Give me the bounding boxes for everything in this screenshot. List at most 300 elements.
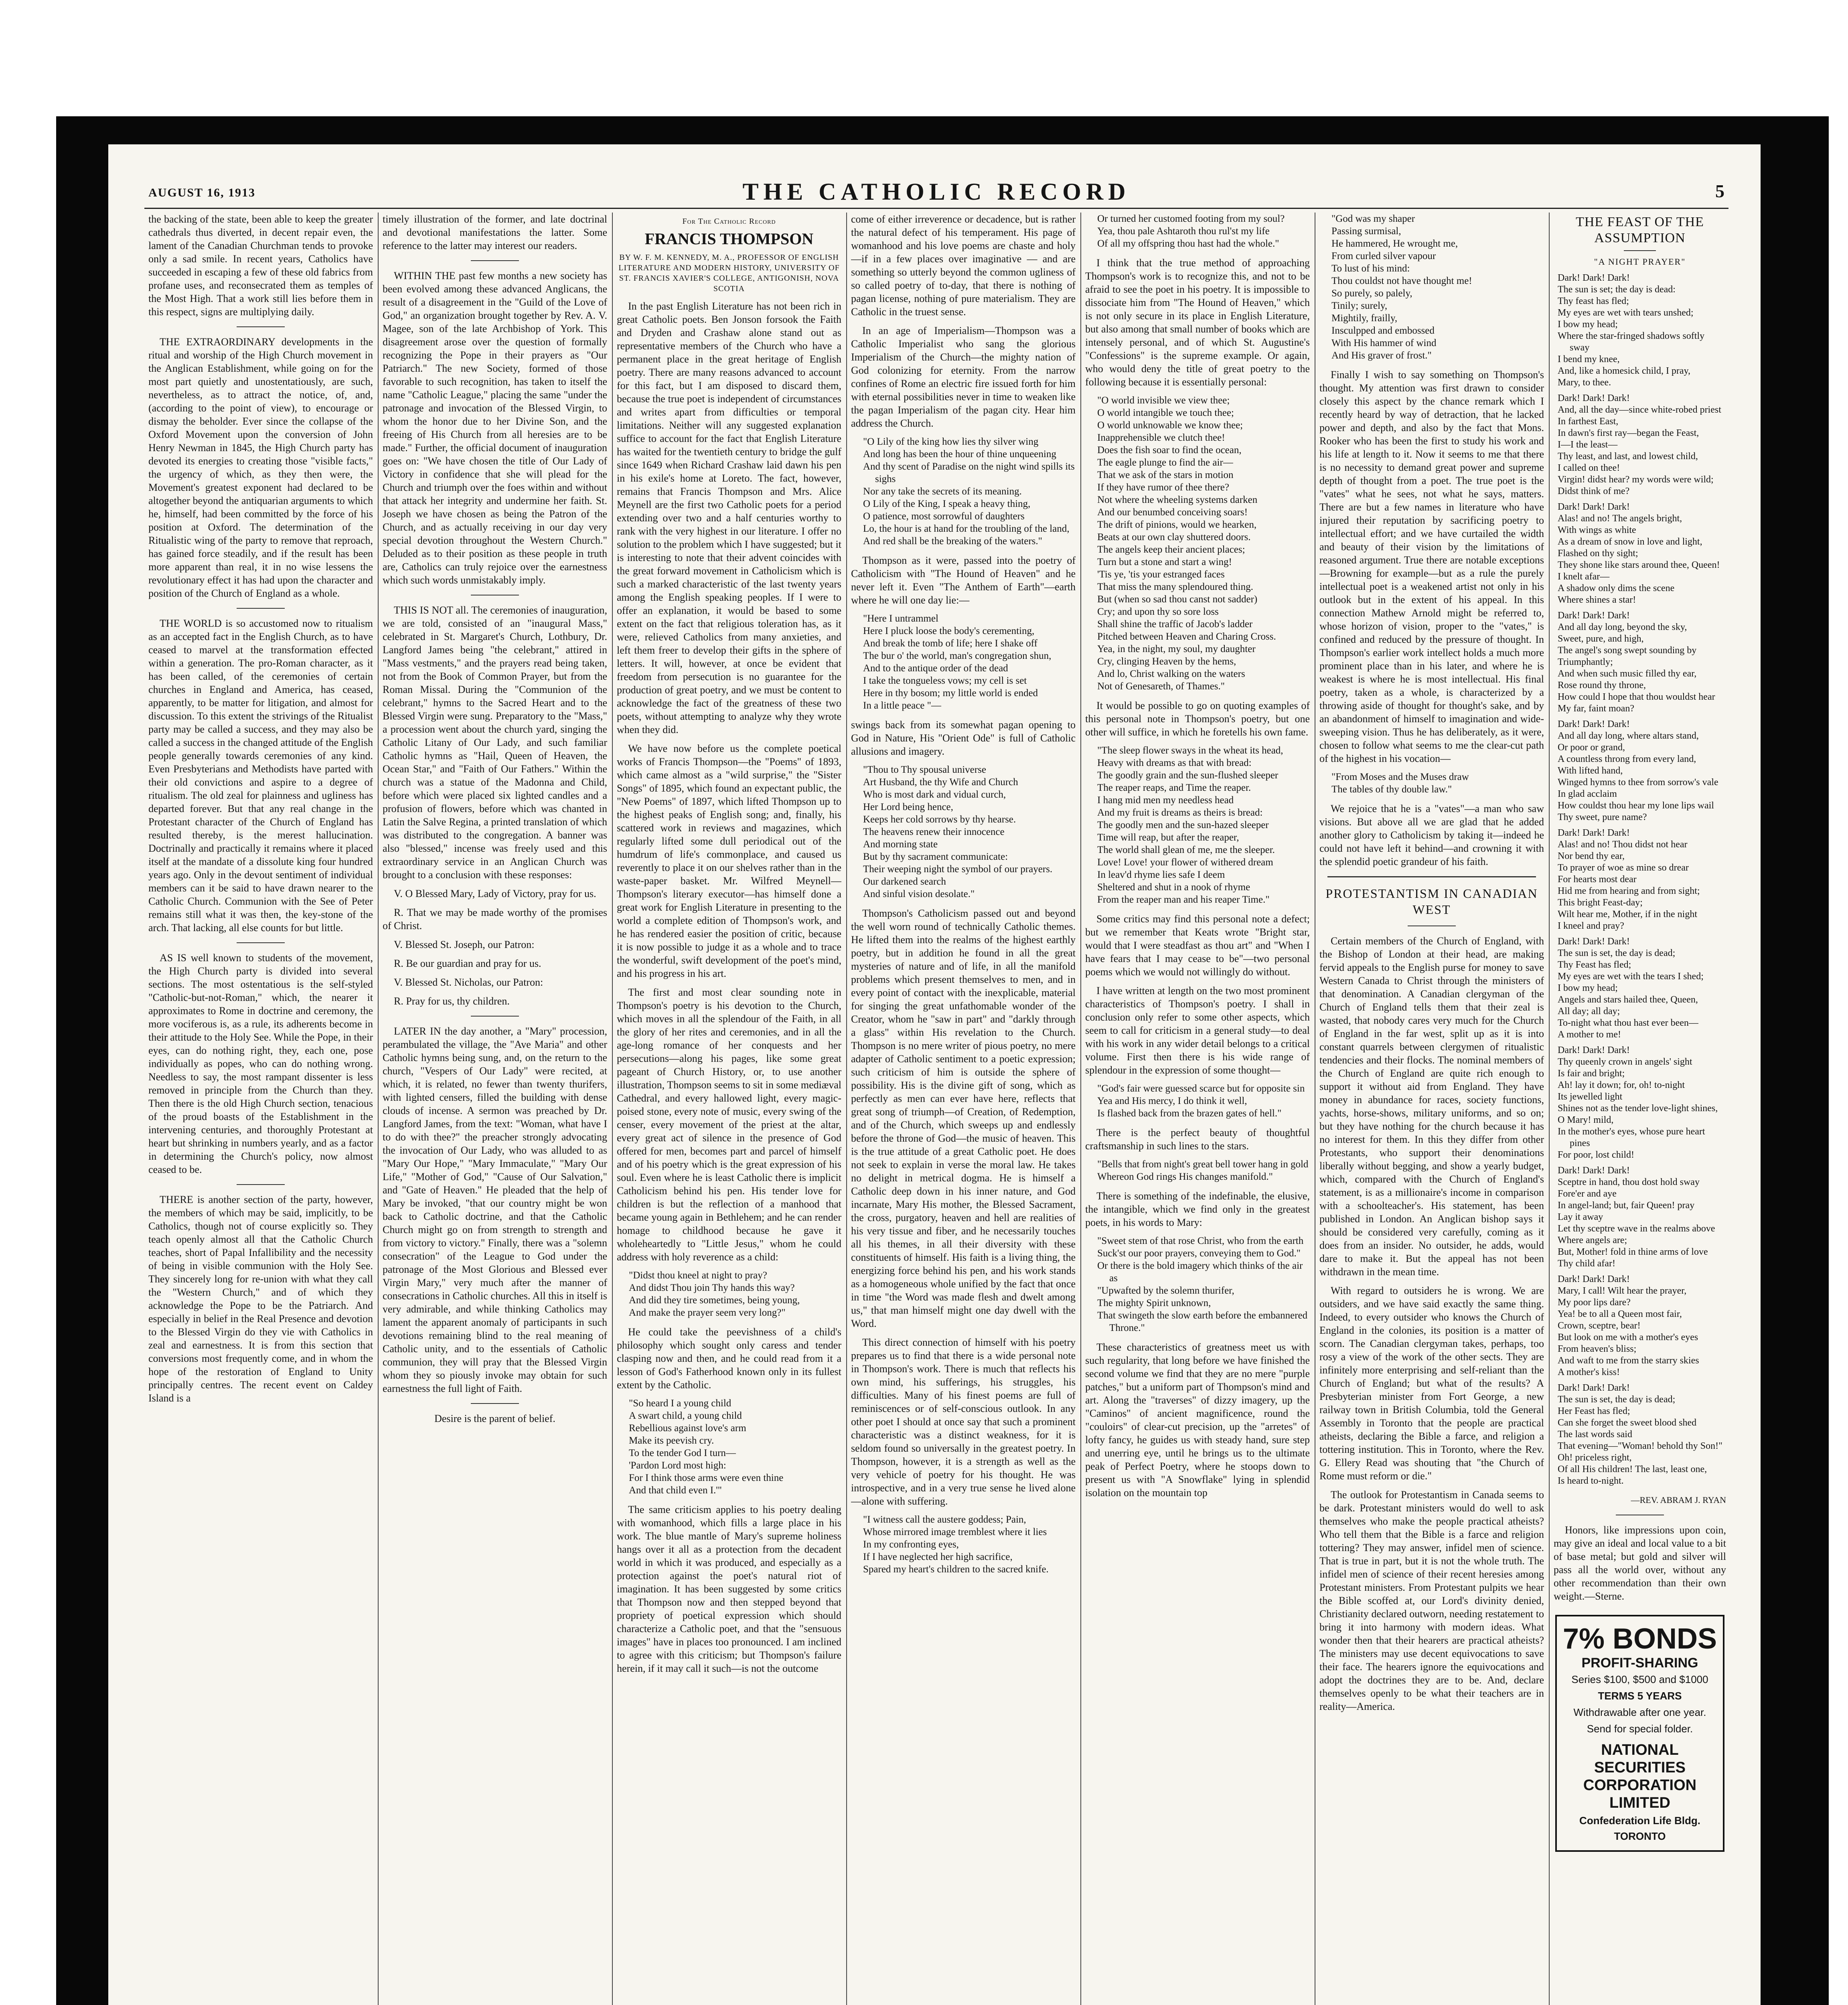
paragraph: Thompson as it were, passed into the poetry of Catholicism with "The Hound of Heaven" and he never left it. Even "The Anthem of Earth"—earth where he will one day lie:— (851, 555, 1076, 606)
column-3 (617, 213, 841, 2005)
verse-line: From the reaper man and his reaper Time." (1097, 894, 1270, 905)
verse-line: The mighty Spirit unknown, (1097, 1298, 1211, 1308)
verse-line: Turn but a stone and start a wing! (1097, 557, 1232, 567)
verse-line: "Thou to Thy spousal universe (863, 764, 986, 775)
paragraph: THE EXTRAORDINARY developments in the ritual and worship of the High Church movement in the Anglican Establishment, while going on for the most part quietly and unostentatiously, are such, nevertheless, as to attract the notice, of, and, (according to the point of view), to encourage or dismay the beholder. Ever since the collapse of the Oxford Movement upon the conversion of John Henry Newman in 1845, the High Church party has devoted its energies to creating those "visible facts," the urgency of which, as they then were, the Movement's greatest exponent had declared to be altogether beyond the antiquarian arguments to which he, himself, had been committed by the force of his position at Oxford. The determination of the Ritualistic wing of the party to remove that reproach, has gained force steadily, and if the result has been more apparent than real, it in no wise lessens the revolutionary effect it has had upon the character and position of the Church of England as a whole. (148, 336, 373, 599)
verse-line: I take the tongueless vows; my cell is set (863, 675, 1027, 686)
versicle: V. Blessed St. Nicholas, our Patron: (394, 976, 543, 988)
verse-line: Mary, I call! Wilt hear the prayer, (1558, 1286, 1687, 1296)
section-divider (1624, 250, 1656, 251)
verse-line: Winged hymns to thee from sorrow's vale (1558, 777, 1718, 788)
verse-line: That we ask of the stars in motion (1097, 470, 1234, 480)
response: R. Be our guardian and pray for us. (394, 958, 541, 969)
verse-line: Where angels are; (1558, 1235, 1627, 1246)
verse-line: From curled silver vapour (1331, 251, 1436, 261)
verse-line: In farthest East, (1558, 416, 1619, 427)
verse-line: Make its peevish cry. (629, 1435, 714, 1446)
paragraph: With regard to outsiders he is wrong. We are outsiders, and we have said exactly the same thing. Indeed, to every outsider who knows the Church of England in the colonies, its position is a matter of scorn. The Canadian clergyman takes, perhaps, too rosy a view of the work of the other sects. They are infinitely more enterprising and self-reliant than the Church of England; but what of the results? A Presbyterian minister from Fort George, a new railway town in British Columbia, told the General Assembly in Toronto that the people are practical atheists, declaring the Bible a farce, and religion a tottering institution. This in Toronto, where the Rev. G. Ellery Read was shouting that "the Church of Rome must reform or die." (1319, 1285, 1544, 1482)
verse-line: This bright Feast-day; (1558, 897, 1643, 908)
verse-line: "God's fair were guessed scarce but for opposite sin (1097, 1083, 1305, 1094)
verse-quote (863, 612, 1076, 712)
paragraph: The outlook for Protestantism in Canada seems to be dark. Protestant ministers would do well to ask themselves who make the people practical atheists? Who tell them that the Bible is a farce and religion tottering? They may answer, infidel men of science. That is true in part, but it is not the whole truth. The infidel men of science of their recent heresies among Protestant ministers. From Protestant pulpits we hear the Bible scoffed at, our Lord's divinity denied, Christianity declared outworn, needing restatement to bring it into harmony with modern ideas. What wonder then that their hearers are practical atheists? The ministers may use decent equivocations to save their face. The hearers ignore the equivocations and adopt the doctrines they are to be. And, declare themselves openly to be what their teachers are in reality—America. (1319, 1489, 1544, 1712)
verse-line: Crown, sceptre, bear! (1558, 1320, 1641, 1331)
section-divider (237, 942, 285, 943)
verse-line: O patience, most sorrowful of daughters (863, 511, 1025, 522)
verse-line: The angels keep their ancient places; (1097, 544, 1245, 555)
verse-line: Angels and stars hailed thee, Queen, (1558, 994, 1698, 1005)
paragraph: WITHIN THE past few months a new society has been evolved among these advanced Anglicans, the result of a disagreement in the "Guild of the Love of God," an organization brought together by Rev. A. V. Magee, son of the late Archbishop of York. This disagreement arose over the question of formally recognizing the Pope in their prayers as "Our Patriarch." The new Society, formed of those favorable to such recognition, has taken to itself the name "Catholic League," placing the same "under the patronage and invocation of the Blessed Virgin, to whom the honor due to her Divine Son, and the freeing of His Church from all heresies are to be made." Further, the official document of inauguration goes on: "We have chosen the title of Our Lady of Victory in confidence that she will plead for the Church and triumph over the foes within and without that attack her integrity and undermine her faith. St. Joseph we have chosen as being the Patron of the Church, and as actually receiving in our day very special devotion throughout the Western Church." Deluded as to their position as these people in truth are, Catholics can truly rejoice over the earnestness which such words unmistakably imply. (383, 270, 607, 586)
verse-line: Whose mirrored image tremblest where it lies (863, 1527, 1047, 1537)
verse-line: Dark! Dark! Dark! (1558, 936, 1630, 947)
verse-line: The goodly grain and the sun-flushed sleeper (1097, 770, 1279, 781)
verse-line: Ah! lay it down; for, oh! to-night (1558, 1080, 1685, 1090)
verse-line: Didst think of me? (1558, 486, 1630, 496)
verse-line: Shines not as the tender love-light shines, (1558, 1103, 1718, 1114)
verse-line: Wilt hear me, Mother, if in the night (1558, 909, 1697, 919)
paragraph: AS IS well known to students of the movement, the High Church party is divided into several sections. The most ostentatious is the self-styled "Catholic-but-not-Roman," which, the nearer it approximates to Rome in doctrine and ceremony, the more vociferous is, as a rule, its adherents become in their attitude to the Holy See. While the Pope, in their eyes, can do nothing right, they, each one, pose individually as popes, who can do nothing wrong. Needless to say, the most rampant dissenter is less removed in principle from the Church than they. Then there is the old High Church section, tenacious of the proud boasts of the Establishment in the intervening centuries, and thoroughly Protestant at heart but shrinking in numbers yearly, and as a factor in determining the Church's policy, now almost ceased to be. (148, 952, 373, 1175)
paragraph: It would be possible to go on quoting examples of this personal note in Thompson's poetry, but one other will suffice, in which he foretells his own fame. (1085, 700, 1310, 738)
paragraph: We rejoice that he is a "vates"—a man who saw visions. But above all we are glad that he added another glory to Catholicism by taking it—indeed he could not have left it behind—and crowning it with the splendid poetic grandeur of his faith. (1319, 803, 1544, 867)
verse-line: Or there is the bold imagery which thinks of the air as (1097, 1260, 1303, 1284)
paragraph: Some critics may find this personal note a defect; but we remember that Keats wrote "Bright star, would that I were steadfast as thou art" and "When I have fears that I may cease to be"—two personal poems which we would not willingly do without. (1085, 913, 1310, 978)
paragraph: timely illustration of the former, and late doctrinal and devotional manifestations the latter. Some reference to the latter may interest our readers. (383, 213, 607, 251)
verse-line: In my confronting eyes, (863, 1539, 959, 1550)
verse-line: And our benumbed conceiving soars! (1097, 507, 1248, 518)
verse-line: Nor bend thy ear, (1558, 851, 1625, 861)
versicle: V. Blessed St. Joseph, our Patron: (394, 939, 535, 950)
verse-line: Rose round thy throne, (1558, 680, 1646, 691)
verse-line: Shall shine the traffic of Jacob's ladder (1097, 619, 1253, 630)
verse-line: Thy queenly crown in angels' sight (1558, 1057, 1692, 1067)
verse-line: And all day long, beyond the sky, (1558, 622, 1687, 632)
verse-line: I kneel and pray? (1558, 921, 1624, 931)
poem-body (1558, 272, 1726, 1487)
section-divider (237, 326, 285, 327)
verse-line: The eagle plunge to find the air— (1097, 457, 1233, 468)
masthead-rule (144, 208, 1728, 209)
verse-quote (1331, 771, 1544, 796)
verse-line: The angel's song swept sounding by (1558, 645, 1697, 656)
verse-line: I called on thee! (1558, 463, 1620, 473)
paragraph: The same criticism applies to his poetry dealing with womanhood, which fills a large place in his work. The blue mantle of Mary's supreme holiness hangs over it all as a protection from the decadent world in which it was produced, and especially as a protection against the poet's natural riot of imagination. It has been suggested by some critics that Thompson now and then stepped beyond that propriety of poetical expression which should characterize a Catholic poet, and that the "sensuous images" have in places too pronounced. I am inclined to agree with this criticism; but Thompson's failure herein, if it may call it such—is not the outcome (617, 1504, 841, 1674)
verse-line: "God was my shaper (1331, 213, 1415, 224)
verse-line: Dark! Dark! Dark! (1558, 1045, 1630, 1055)
verse-quote (863, 1513, 1076, 1576)
verse-line: And sinful vision desolate." (863, 889, 975, 899)
verse-line: Of all my offspring thou hast had the whole." (1097, 238, 1279, 249)
verse-line: O world intangible we touch thee; (1097, 407, 1234, 418)
verse-line: And my fruit is dreams as theirs is bread: (1097, 807, 1263, 818)
verse-line: A mother to me! (1558, 1029, 1621, 1040)
verse-line: Dark! Dark! Dark! (1558, 828, 1630, 838)
article-byline: BY W. F. M. KENNEDY, M. A., PROFESSOR OF ENGLISH LITERATURE AND MODERN HISTORY, UNIVERSITY OF ST. FRANCIS XAVIER'S COLLEGE, ANTIGONISH, NOVA SCOTIA (618, 253, 840, 293)
section-divider (471, 1016, 519, 1017)
bond-advertisement (1555, 1615, 1724, 1852)
paragraph: THIS IS NOT all. The ceremonies of inauguration, we are told, consisted of an "inaugural Mass," celebrated in St. Margaret's Church, Lothbury, Dr. Langford James being "the celebrant," attired in "Mass vestments," and the prayers read being taken, not from the Book of Common Prayer, but from the Roman Missal. During the "Communion of the celebrant," hymns to the Sacred Heart and to the Blessed Virgin were sung. Preparatory to the "Mass," a procession went about the church yard, singing the Catholic Litany of Our Lady, and such familiar Catholic hymns as "Hail, Queen of Heaven, the Ocean Star," and "Faith of Our Fathers." Within the church was a statue of the Madonna and Child, before which were placed six lighted candles and a profusion of flowers, before which was chanted in Latin the Salve Regina, a printed translation of which was distributed to the congregation. A banner was also "blessed," incense was freely used and this extraordinary service in an Anglican Church was brought to a conclusion with these responses: (383, 604, 607, 881)
column-7 (1554, 213, 1726, 2005)
verse-line: Lay it away (1558, 1212, 1603, 1222)
section-divider (471, 1403, 519, 1404)
verse-line: Here in thy bosom; my little world is ended (863, 688, 1038, 699)
verse-quote (1097, 744, 1310, 906)
verse-line: Alas! and no! Thou didst not hear (1558, 839, 1688, 850)
verse-line: Suck'st our poor prayers, conveying them to God." (1097, 1248, 1301, 1259)
verse-line: How could I hope that thou wouldst hear (1558, 692, 1715, 702)
column-6 (1319, 213, 1544, 2005)
verse-line: But by thy sacrament communicate: (863, 851, 1008, 862)
verse-line: In glad acclaim (1558, 789, 1617, 799)
verse-line: That evening—"Woman! behold thy Son!" (1558, 1441, 1722, 1451)
verse-line: The sun is set; the day is dead: (1558, 284, 1676, 295)
article-title: PROTESTANTISM IN CANADIAN WEST (1325, 886, 1538, 917)
paragraph: Certain members of the Church of England, with the Bishop of London at their head, are making fervid appeals to the English purse for money to save Western Canada to Christ through the ministers of that denomination. A Canadian clergyman of the Church of England tells them that their zeal is wasted, that nobody cares very much for the Church of England in the far west, split up as it is into constant quarrels between clergymen of ritualistic tendencies and their flocks. The nominal members of the Church of England are quite rich enough to support it without aid from England. They have money in abundance for races, society functions, yachts, horse-shows, military uniforms, and so on; but they have nothing for the church because it has no interest for them. In this they differ from other Protestants, who support their denominations liberally without begging, and show a yearly budget, which, compared with the Church of England's statement, is as a millionaire's income in comparison with a schoolteacher's. His statement, has been published in London. An Anglican bishop says it should be considered very carefully, coming as it does from an insider. No outsider, he adds, would dare to make it. But the appeal has not been withdrawn in the mean time. (1319, 935, 1544, 1278)
verse-quote (1097, 1158, 1310, 1183)
poem-subtitle: "A NIGHT PRAYER" (1594, 257, 1686, 267)
verse-line: They shone like stars around thee, Queen! (1558, 560, 1720, 570)
verse-line: Oh! priceless right, (1558, 1452, 1632, 1463)
verse-line: Dark! Dark! Dark! (1558, 1165, 1630, 1176)
verse-line: Thy child afar! (1558, 1258, 1615, 1269)
verse-line: For I think those arms were even thine (629, 1472, 784, 1483)
verse-line: I hang mid men my needless head (1097, 795, 1234, 806)
verse-line: Yea, thou pale Ashtaroth thou rul'st my life (1097, 226, 1270, 237)
paragraph: These characteristics of greatness meet us with such regularity, that long before we have finished the second volume we find that they are no mere "purple patches," but a uniform part of Thompson's mind and art. Along the "traverses" of dizzy imagery, up the "Caminos" of ancient magnificence, round the "couloirs" of clear-cut precision, up the "arretes" of lofty fancy, he guides us with steady hand, sure step and unerring eye, until he brings us to the ultimate peak of Perfect Poetry, where he stoops down to present us with "A Snowflake" lying in splendid isolation on the mountain top (1085, 1341, 1310, 1499)
verse-line: The goodly men and the sun-hazed sleeper (1097, 820, 1269, 830)
verse-line: Where the star-fringed shadows softly sway (1558, 331, 1705, 353)
verse-line: My poor lips dare? (1558, 1297, 1631, 1308)
verse-line: Dark! Dark! Dark! (1558, 719, 1630, 729)
verse-line: And that child even I.'" (629, 1485, 722, 1496)
verse-line: The sun is set, the day is dead; (1558, 1394, 1676, 1405)
verse-line: Their weeping night the symbol of our prayers. (863, 864, 1053, 875)
verse-line: Thy feast has fled; (1558, 296, 1629, 306)
verse-quote (1097, 213, 1310, 250)
verse-line: A countless throng from every land, (1558, 754, 1696, 764)
verse-line: Inapprehensible we clutch thee! (1097, 432, 1225, 443)
verse-line: And red shall be the breaking of the waters." (863, 536, 1042, 547)
verse-line: "From Moses and the Muses draw (1331, 772, 1469, 782)
verse-line: From heaven's bliss; (1558, 1344, 1637, 1354)
verse-line: I knelt afar— (1558, 571, 1610, 582)
verse-line: Cry, clinging Heaven by the hems, (1097, 656, 1236, 667)
verse-line: In dawn's first ray—began the Feast, (1558, 428, 1699, 438)
verse-line: As a dream of snow in love and light, (1558, 537, 1702, 547)
verse-quote (629, 1397, 841, 1497)
verse-line: Insculpped and embossed (1331, 325, 1435, 336)
ad-city: TORONTO (1614, 1830, 1666, 1842)
verse-line: Fore'er and aye (1558, 1189, 1617, 1199)
verse-line: And make the prayer seem very long?" (629, 1307, 786, 1318)
verse-line: With wings as white (1558, 525, 1636, 535)
verse-line: Thy sweet, pure name? (1558, 812, 1647, 822)
verse-line: Love! Love! your flower of withered dream (1097, 857, 1273, 868)
section-divider (237, 1184, 285, 1185)
verse-line: "The sleep flower sways in the wheat its head, (1097, 745, 1283, 756)
verse-line: "Upwafted by the solemn thurifer, (1097, 1285, 1234, 1296)
verse-line: "Sweet stem of that rose Christ, who from the earth (1097, 1235, 1304, 1246)
paragraph: This direct connection of himself with his poetry prepares us to find that there is a wide personal note in Thompson's work. There is much that reflects his own mind, his sufferings, his struggles, his difficulties. Many of his finest poems are full of reminiscences or of self-conscious outlook. In any other poet I should at once say that such a prominent characteristic was a distinct weakness, for it is seldom found so universally in the greatest poetry. In Thompson, however, it is a strength as well as the very vehicle of poetry for his thought. He was introspective, and in a very true sense he lived alone—alone with suffering. (851, 1337, 1076, 1507)
verse-line: Nor any take the secrets of its meaning. (863, 486, 1022, 497)
verse-line: "Didst thou kneel at night to pray? (629, 1270, 767, 1281)
paragraph: LATER IN the day another, a "Mary" procession, perambulated the village, the "Ave Maria" and other Catholic hymns being sung, and, on the return to the church, "Vespers of Our Lady" were recited, at which, it is related, no fewer than twenty thurifers, with lighted censers, filled the building with dense clouds of incense. A sermon was preached by Dr. Langford James, from the text: "Woman, what have I to do with thee?" the preacher strongly advocating the invocation of Our Lady, who was alluded to as "Mary Our Hope," "Mary Immaculate," "Mary Our Life," "Mother of God," "Cause of Our Salvation," and "Gate of Heaven." He pleaded that the help of Mary be invoked, "that our country might be won back to Catholic doctrine, and that the Catholic Church might go on from strength to strength and from victory to victory." Finally, there was a "solemn consecration" of the League to God under the patronage of the Most Glorious and Blessed ever Virgin Mary," very much after the manner of consecrations in Catholic churches. All this in itself is very admirable, and while thinking Catholics may lament the apparent anomaly of participants in such devotions remaining blind to the real meaning of Catholic unity, and to the essentials of Catholic communion, they will pray that the Blessed Virgin whom they so piously invoke may obtain for such earnestness the full light of Faith. (383, 1025, 607, 1394)
ad-building: Confederation Life Bldg. (1579, 1815, 1700, 1827)
section-divider (237, 608, 285, 609)
verse-line: Is fair and bright; (1558, 1068, 1625, 1079)
paragraph: There is the perfect beauty of thoughtful craftsmanship in such lines to the stars. (1085, 1127, 1310, 1152)
verse-line: If I have neglected her high sacrifice, (863, 1551, 1013, 1562)
closing-maxim: Desire is the parent of belief. (434, 1413, 555, 1424)
verse-line: All day; all day; (1558, 1006, 1620, 1017)
verse-line: The drift of pinions, would we hearken, (1097, 519, 1257, 530)
verse-line: My far, faint moan? (1558, 703, 1634, 714)
verse-line: The heavens renew their innocence (863, 826, 1005, 837)
verse-quote (1097, 1235, 1310, 1334)
issue-date: AUGUST 16, 1913 (148, 186, 255, 199)
paragraph: the backing of the state, been able to keep the greater cathedrals thus diverted, in decent repair even, the lament of the Canadian Churchman tends to provoke only a sad smile. In recent years, Catholics have succeeded in escaping a few of these old fabrics from profane uses, and reconsecrated them as temples of the Most High. That a work still lies before them in this respect, signs are multiplying daily. (148, 213, 373, 318)
verse-line: And break the tomb of life; here I shake off (863, 638, 1037, 649)
verse-line: That swingeth the slow earth before the embannered Throne." (1097, 1310, 1308, 1333)
verse-line: 'Tis ye, 'tis your estranged faces (1097, 569, 1225, 580)
article-kicker: For The Catholic Record (682, 217, 776, 226)
verse-line: My eyes are wet with tears unshed; (1558, 308, 1694, 318)
verse-line: Thy least, and last, and lowest child, (1558, 451, 1698, 462)
verse-line: Her Feast has fled; (1558, 1406, 1630, 1416)
verse-quote (863, 764, 1076, 900)
verse-line: But (when so sad thou canst not sadder) (1097, 594, 1258, 605)
verse-line: A swart child, a young child (629, 1410, 742, 1421)
verse-line: Is heard to-night. (1558, 1476, 1624, 1486)
verse-line: In the mother's eyes, whose pure heart pines (1558, 1126, 1705, 1148)
verse-line: Her Lord being hence, (863, 802, 953, 812)
newspaper-title: THE CATHOLIC RECORD (742, 178, 1131, 205)
article-title: FRANCIS THOMPSON (644, 230, 814, 248)
verse-line: And when such music filled thy ear, (1558, 668, 1697, 679)
poem-title: THE FEAST OF THE ASSUMPTION (1576, 215, 1704, 245)
verse-line: Our darkened search (863, 876, 946, 887)
paragraph: I think that the true method of approaching Thompson's work is to recognize this, and not to be afraid to see the poet in his poetry. It is impossible to dissociate him from "The Hound of Heaven," which is not only secure in its place in English Literature, but also among that small number of books which are intensely personal, and of which St. Augustine's "Confessions" is the supreme example. Or again, who would deny the title of great poetry to the following because it is essentially personal: (1085, 257, 1310, 388)
verse-line: Passing surmisal, (1331, 226, 1401, 237)
verse-line: And all day long, where altars stand, (1558, 731, 1699, 741)
verse-line: Alas! and no! The angels bright, (1558, 513, 1682, 524)
ad-withdraw: Withdrawable after one year. (1573, 1706, 1706, 1718)
section-divider (471, 260, 519, 261)
verse-line: Dark! Dark! Dark! (1558, 610, 1630, 621)
verse-line: Is flashed back from the brazen gates of hell." (1097, 1108, 1282, 1119)
verse-line: Not where the wheeling systems darken (1097, 494, 1258, 505)
ad-send: Send for special folder. (1587, 1723, 1693, 1735)
verse-line: For hearts most dear (1558, 874, 1637, 885)
verse-line: Or turned her customed footing from my soul? (1097, 213, 1285, 224)
verse-line: And, all the day—since white-robed priest (1558, 405, 1721, 415)
verse-line: I bow my head; (1558, 319, 1618, 330)
newspaper-page (108, 144, 1761, 2005)
paragraph: I have written at length on the two most prominent characteristics of Thompson's poetry. I shall in conclusion only refer to some other aspects, which seem to call for criticism in a general study—to deal with his work in any wider detail belongs to a critical volume. First then there is his wide range of splendour in the expression of some thought— (1085, 985, 1310, 1076)
verse-line: And lo, Christ walking on the waters (1097, 668, 1245, 679)
verse-line: And to the antique order of the dead (863, 663, 1008, 674)
verse-line: Thy Feast has fled; (1558, 960, 1631, 970)
paragraph: Thompson's Catholicism passed out and beyond the well worn round of technically Catholic themes. He lifted them into the realms of the highest earthly poetry, but in addition he found in all the great mysteries of nature and of life, in all the manifold problems which present themselves to men, and in every point of contact with the inexplicable, material for singing the great unfathomable wonder of the Creator, whom he "saw in part" and "darkly through a glass" within His revelation to the Church. Thompson is no mere writer of pious poetry, no mere adapter of Catholic sentiment to a poetic expression; such criticism of him is outside the sphere of possibility. His is the divine gift of song, which as perfectly as men can ever have here, reflects that great song of triumph—of Creation, of Redemption, and of the Church, which sweeps up and endlessly before the throne of God—the music of heaven. This is the true attitude of a great Catholic poet. He does not seek to explain in verse the moral law. He takes no delight in metrical dogma. He is himself a Catholic deep down in his inner nature, and God incarnate, Mary His mother, the Blessed Sacrament, the cross, purgatory, heaven and hell are realities of his very tissue and fiber, and he necessarily touches all his themes, in all their diversity with these constituents of himself. His faith is a living thing, the energizing force behind his pen, and his work stands as a homogeneous whole unified by the fact that once in time "the Word was made flesh and dwelt among us," that man himself might one day dwell with the Word. (851, 907, 1076, 1329)
ad-series: Series $100, $500 and $1000 (1571, 1673, 1708, 1685)
paragraph: Honors, like impressions upon coin, may give an ideal and local value to a bit of base metal; but gold and silver will pass all the world over, without any other recommendation than their own weight.—Sterne. (1554, 1524, 1726, 1602)
verse-line: The reaper reaps, and Time the reaper. (1097, 782, 1251, 793)
ad-headline: 7% BONDS (1562, 1623, 1717, 1655)
verse-line: Let thy sceptre wave in the realms above (1558, 1223, 1715, 1234)
column-rule (1080, 213, 1081, 2005)
ad-subheadline: PROFIT-SHARING (1581, 1655, 1698, 1671)
verse-line: To prayer of woe as mine so drear (1558, 863, 1689, 873)
verse-line: Hid me from hearing and from sight; (1558, 886, 1700, 896)
verse-line: Beats at our own clay shuttered doors. (1097, 532, 1251, 543)
verse-line: A mother's kiss! (1558, 1367, 1620, 1377)
verse-line: "Bells that from night's great bell tower hang in gold (1097, 1159, 1309, 1170)
verse-line: Virgin! didst hear? my words were wild; (1558, 474, 1714, 485)
verse-line: "O Lily of the king how lies thy silver wing (863, 436, 1039, 447)
verse-line: The sun is set, the day is dead; (1558, 948, 1676, 958)
column-rule (846, 213, 847, 2005)
column-5 (1085, 213, 1310, 2005)
verse-line: I bow my head; (1558, 983, 1618, 993)
column-rule (612, 213, 613, 2005)
ad-terms: TERMS 5 YEARS (1598, 1690, 1682, 1702)
masthead (148, 180, 1724, 205)
verse-line: Does the fish soar to find the ocean, (1097, 445, 1242, 456)
verse-line: Keeps her cold sorrows by thy hearse. (863, 814, 1016, 825)
column-2 (383, 213, 607, 2005)
paragraph: THE WORLD is so accustomed now to ritualism as an accepted fact in the English Church, as to have ceased to marvel at the transformation effected within a generation. The pro-Roman character, as it has been called, of the ceremonies of certain churches in England and America, has ceased, apparently, to be matter for litigation, and almost for discussion. To this extent the strivings of the Ritualist party may be called a success, and they may also be called a success in the changed attitude of the English people generally towards ceremonies of any kind. Even Presbyterians and Methodists have parted with their old convictions and aspire to a degree of ritualism. The old zeal for plainness and ugliness has departed forever. But that any real change in the Protestant character of the Church of England has resulted thereby, is the merest hallucination. Doctrinally and practically it remains where it placed itself at the mandate of a dissolute king four hundred years ago. Only in the devout sentiment of individual members can it be said to have drawn nearer to the Catholic Church. Communion with the See of Peter remains still what it was then, the key-stone of the arch. That lacking, all else counts for but little. (148, 618, 373, 934)
verse-line: And long has been the hour of thine unqueening (863, 449, 1056, 460)
verse-line: Time will reap, but after the reaper, (1097, 832, 1239, 843)
verse-line: Thou couldst not have thought me! (1331, 275, 1472, 286)
verse-line: Dark! Dark! Dark! (1558, 1274, 1630, 1284)
verse-line: Flashed on thy sight; (1558, 548, 1638, 559)
verse-quote (1097, 1082, 1310, 1120)
verse-line: But look on me with a mother's eyes (1558, 1332, 1698, 1343)
verse-line: Triumphantly; (1558, 657, 1613, 667)
paragraph: Finally I wish to say something on Thompson's thought. My attention was first drawn to consider closely this aspect by the chance remark which I recently heard by way of detraction, that he lacked power and depth, and also by the fact that Mons. Rooker who has been the first to study his work and his life at length to it. Now it seems to me that there is no necessity to demand great power and supreme depth of thought from a poet. The true poet is the "vates" what he sees, not what he says, matters. There are but a few names in literature who have injured their reputation by sacrificing poetry to intellectual effort; and we have curtailed the width and beauty of their vision by the limitations of reasoned argument. True there are notable exceptions—Browning for example—but as a rule the purely intellectual poet is a weakened artist not only in his outlook but in the extent of his appeal. In this connection Mathew Arnold might be referred to, whose horizon of vision, proper to the "vates," is confined and reduced by the pressure of thought. In Thompson's earlier work intellect holds a much more prominent place than in his later, and where he is weakest is where he is most intellectual. His final poetry, taken as a whole, is characterized by a throwing aside of thought for thought's sake, and by an abandonment of himself to imagination and wide-sweeping vision. Thus he has deliberately, as it were, chosen to follow what seems to me the clear-cut path of the highest in his vocation— (1319, 369, 1544, 764)
verse-line: Can she forget the sweet blood shed (1558, 1418, 1697, 1428)
verse-line: Mary, to thee. (1558, 377, 1611, 388)
verse-line: Sweet, pure, and high, (1558, 634, 1644, 644)
paragraph: We have now before us the complete poetical works of Francis Thompson—the "Poems" of 1893, which came almost as a "wild surprise," the "Sister Songs" of 1895, which found an expectant public, the "New Poems" of 1897, which lifted Thompson up to the highest peaks of English song; and, finally, his scattered work in reviews and magazines, which regularly lifted some dull periodical out of the humdrum of life's commonplace, and caused us reverently to place it on our shelves rather than in the waste-paper basket. Mr. Wilfred Meynell—Thompson's literary executor—has himself done a great work for English Literature in presenting to the world a complete edition of Thompson's work, and he has rendered easier the position of critic, because it is now possible to judge it as a whole and to trace the wonderful, swift development of the poet's mind, and his progress in his art. (617, 743, 841, 979)
verse-line: Dark! Dark! Dark! (1558, 273, 1630, 283)
verse-line: The bur o' the world, man's congregation shun, (863, 650, 1052, 661)
verse-line: For poor, lost child! (1558, 1150, 1635, 1160)
verse-line: Cry; and upon thy so sore loss (1097, 606, 1219, 617)
verse-line: With lifted hand, (1558, 766, 1623, 776)
verse-line: Sheltered and shut in a nook of rhyme (1097, 882, 1250, 893)
verse-line: In a little peace "— (863, 700, 941, 711)
paragraph: In an age of Imperialism—Thompson was a Catholic Imperialist who sang the glorious Imperialism of the Church—the mighty nation of God colonizing for eternity. From the narrow confines of Rome an electric fire issued forth for him with eternal possibilities never in time to weaken like the pagan Imperialism of the pagan city. Hear him address the Church. (851, 325, 1076, 429)
verse-quote (863, 435, 1076, 547)
verse-line: To lust of his mind: (1331, 263, 1410, 274)
verse-line: Art Husband, the thy Wife and Church (863, 777, 1018, 788)
verse-line: Dark! Dark! Dark! (1558, 393, 1630, 403)
verse-line: So purely, so palely, (1331, 288, 1412, 299)
paragraph: THERE is another section of the party, however, the members of which may be said, implicitly, to be Catholics, though not of course explicitly so. They teach openly almost all that the Catholic Church teaches, short of Papal Infallibility and the necessity of being in visible communion with the Holy See. They sincerely long for re-union with what they call the "Western Church," and of which they acknowledge the Pope to be the Patriarch. And especially in belief in the Real Presence and devotion to the Blessed Virgin do they vie with Catholics in zeal and earnestness. It is from this section that conversions most frequently come, and in whom the hope of the restoration of England to Unity principally centres. The recent event on Caldey Island is a (148, 1194, 373, 1404)
verse-line: And waft to me from the starry skies (1558, 1355, 1699, 1366)
response: R. That we may be made worthy of the promises of Christ. (383, 907, 607, 932)
verse-line: Where shines a star! (1558, 595, 1636, 605)
ad-company: NATIONAL SECURITIES CORPORATION LIMITED (1583, 1742, 1697, 1811)
paragraph: In the past English Literature has not been rich in great Catholic poets. Ben Jonson forsook the Faith and Dryden and Crashaw alone stand out as representative members of the Church who have a permanent place in the great heritage of English poetry. There are many reasons advanced to account for this fact, but I am disposed to discard them, because the true poet is independent of circumstances and writes apart from difficulties or temporal limitations. Neither will any suggested explanation suffice to account for the fact that English Literature has waited for the twentieth century to bridge the gulf since 1649 when Richard Crashaw laid dawn his pen in his exile's home at Loreto. The fact, however, remains that Francis Thompson and Mrs. Alice Meynell are the first two Catholic poets for a period extending over two and a half centuries worthy to rank with the very highest in our literature. I offer no solution to the problem which I have suggested; but it is interesting to note that their advent coincides with the great forward movement in Catholicism which is such a marked characteristic of the last twenty years among the English speaking peoples. If I were to offer an explanation, it would be based to some extent on the fact that religious toleration has, as it were, relieved Catholics from many anxieties, and left them freer to develop their gifts in the sphere of letters. It will, however, at once be evident that freedom from persecution is no guarantee for the production of great poetry, and we must be content to acknowledge the fact of the greatness of these two poets, without attempting to analyze why they wrote when they did. (617, 300, 841, 735)
verse-line: Yea, in the night, my soul, my daughter (1097, 644, 1256, 654)
verse-line: That miss the many splendoured thing. (1097, 581, 1253, 592)
paragraph: The first and most clear sounding note in Thompson's poetry is his devotion to the Church, which moves in all the splendour of the Faith, in all the glory of her rites and ceremonies, and in all the age-long romance of her conquests and her persecutions—along his pages, like some great pageant of Church History, or, to use another illustration, Thompson seems to sit in some mediæval Cathedral, and every hallowed light, every magic-poised stone, every note of music, every swing of the censer, every movement of the priest at the altar, every great act of silence in the presence of God offered for men, becomes part and parcel of himself and of his poetry which is the great expression of his soul. Even where he is least Catholic there is implicit Catholicism behind his pen. His tender love for children is but the reflection of a manhood that became young again in Bethlehem; and he can render homage to childhood because he gave it wholeheartedly to "Little Jesus," whom he could address with holy reverence as a child: (617, 986, 841, 1263)
verse-line: Not of Genesareth, of Thames." (1097, 681, 1225, 692)
verse-line: He hammered, He wrought me, (1331, 238, 1458, 249)
verse-line: But, Mother! fold in thine arms of love (1558, 1247, 1708, 1257)
verse-line: "Here I untrammel (863, 613, 938, 624)
column-4 (851, 213, 1076, 2005)
verse-line: A shadow only dims the scene (1558, 583, 1675, 593)
verse-line: I—I the least— (1558, 439, 1618, 450)
verse-line: "O world invisible we view thee; (1097, 395, 1230, 406)
verse-line: Whereon God rings His changes manifold." (1097, 1171, 1273, 1182)
paragraph: There is something of the indefinable, the elusive, the intangible, which we find only in the greatest poets, in his words to Mary: (1085, 1190, 1310, 1228)
page-number: 5 (1715, 181, 1724, 201)
column-rule (1549, 213, 1550, 2005)
verse-line: To the tender God I turn— (629, 1448, 736, 1458)
verse-line: Pitched between Heaven and Charing Cross. (1097, 631, 1276, 642)
verse-line: The last words said (1558, 1429, 1632, 1440)
verse-line: Lo, the hour is at hand for the troubling of the land, (863, 523, 1070, 534)
verse-line: And thy scent of Paradise on the night wind spills its sighs (863, 461, 1075, 484)
verse-line: Dark! Dark! Dark! (1558, 1383, 1630, 1393)
verse-line: And, like a homesick child, I pray, (1558, 366, 1691, 376)
verse-line: I bend my knee, (1558, 354, 1620, 365)
verse-line: Its jewelled light (1558, 1092, 1623, 1102)
verse-line: My eyes are wet with the tears I shed; (1558, 971, 1704, 982)
verse-line: And His graver of frost." (1331, 350, 1432, 361)
verse-line: And morning state (863, 839, 938, 850)
verse-line: Yea and His mercy, I do think it well, (1097, 1096, 1247, 1106)
verse-line: The tables of thy double law." (1331, 784, 1452, 795)
verse-line: If they have rumor of thee there? (1097, 482, 1230, 493)
verse-line: O world unknowable we know thee; (1097, 420, 1243, 431)
verse-line: Dark! Dark! Dark! (1558, 502, 1630, 512)
verse-line: Of all His children! The last, least one, (1558, 1464, 1707, 1474)
verse-line: Yea! be to all a Queen most fair, (1558, 1309, 1682, 1319)
verse-line: With His hammer of wind (1331, 338, 1437, 348)
section-divider (1327, 876, 1536, 877)
verse-line: 'Pardon Lord most high: (629, 1460, 726, 1471)
verse-line: To-night what thou hast ever been— (1558, 1018, 1698, 1028)
verse-line: O Lily of the King, I speak a heavy thing, (863, 498, 1031, 509)
poem-attribution: —REV. ABRAM J. RYAN (1631, 1495, 1726, 1505)
verse-line: "So heard I a young child (629, 1398, 732, 1409)
verse-line: Heavy with dreams as that with bread: (1097, 757, 1252, 768)
verse-quote (1331, 213, 1544, 362)
response: R. Pray for us, thy children. (394, 995, 510, 1007)
verse-line: And did they tire sometimes, being young, (629, 1295, 800, 1306)
paragraph: He could take the peevishness of a child's philosophy which sought only caress and tender clasping now and then, and he could read from it a lesson of God's Fatherhood known only in its fullest extent by the Catholic. (617, 1326, 841, 1391)
verse-line: Mightily, frailly, (1331, 313, 1398, 324)
verse-line: Sceptre in hand, thou dost hold sway (1558, 1177, 1700, 1187)
verse-line: In angel-land; but, fair Queen! pray (1558, 1200, 1695, 1211)
verse-line: Or poor or grand, (1558, 742, 1625, 753)
verse-line: In leav'd rhyme lies safe I deem (1097, 869, 1225, 880)
versicle: V. O Blessed Mary, Lady of Victory, pray for us. (394, 888, 596, 899)
verse-line: The world shall glean of me, me the sleeper. (1097, 845, 1275, 855)
verse-line: Tinily; surely, (1331, 300, 1388, 311)
verse-quote (629, 1269, 841, 1319)
verse-line: And didst Thou join Thy hands this way? (629, 1282, 795, 1293)
verse-line: How couldst thou hear my lone lips wail (1558, 800, 1714, 811)
column-rule (378, 213, 379, 2005)
verse-line: Here I pluck loose the body's cerementing, (863, 626, 1035, 636)
verse-line: O Mary! mild, (1558, 1115, 1614, 1125)
column-1 (148, 213, 373, 2005)
